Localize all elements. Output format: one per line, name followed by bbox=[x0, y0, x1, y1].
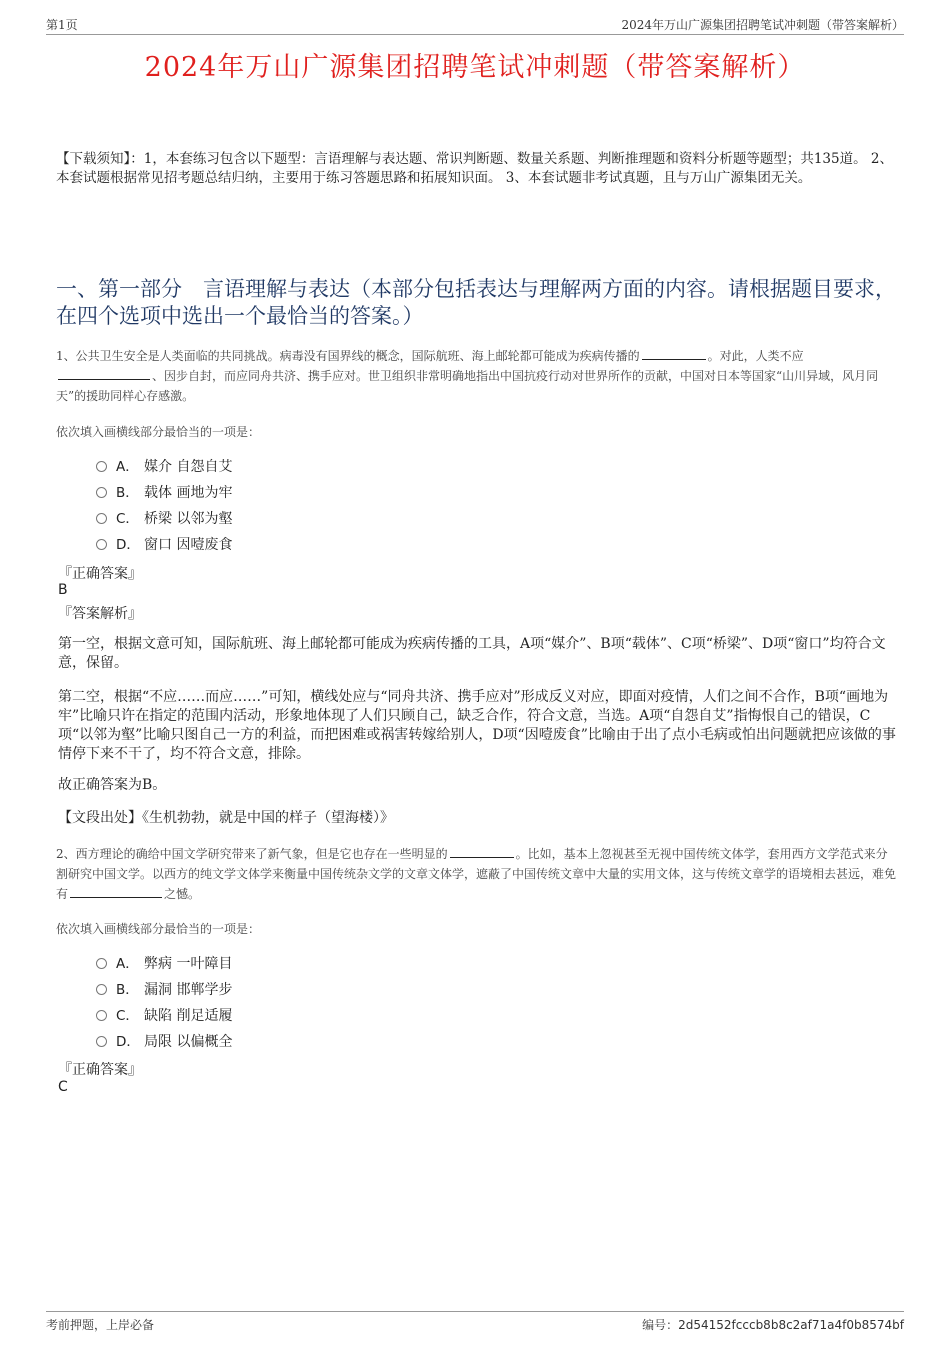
q1-option-c[interactable]: C． 桥梁 以邻为壑 bbox=[96, 507, 232, 529]
q1-correct-answer: B bbox=[58, 582, 68, 598]
radio-icon[interactable] bbox=[96, 461, 107, 472]
blank-1 bbox=[450, 845, 514, 858]
radio-icon[interactable] bbox=[96, 958, 107, 969]
radio-icon[interactable] bbox=[96, 539, 107, 550]
document-code: 编号：2d54152fcccb8b8c2af71a4f0b8574bf bbox=[642, 1318, 904, 1332]
q1-option-d[interactable]: D． 窗口 因噎废食 bbox=[96, 533, 232, 555]
q1-source: 【文段出处】《生机勃勃，就是中国的样子（望海楼）》 bbox=[58, 810, 394, 826]
question-2-stem: 2、西方理论的确给中国文学研究带来了新气象，但是它也存在一些明显的 。比如，基本上忽视甚至无视中国传统文体学，套用西方文学范式来分割研究中国文学。以西方的纯文学文体学来衡量中国传统杂文学的文章文体学，遮蔽了中国传统文章中大量的实用文体，这与传统文章学的语境相去甚远，难免有 之憾。 bbox=[56, 847, 897, 901]
page-number: 第1页 bbox=[46, 18, 78, 32]
q2-option-d[interactable]: D． 局限 以偏概全 bbox=[96, 1030, 232, 1052]
q1-analysis-paragraph-2: 第二空，根据“不应……而应……”可知，横线处应与“同舟共济、携手应对”形成反义对应，即面对疫情，人们之间不合作，B项“画地为牢”比喻只许在指定的范围内活动，形象地体现了人们只顾自己，缺乏合作，符合文意，当选。A项“自怨自艾”指悔恨自己的错误，C项“以邻为壑”比喻只图自己一方的利益，而把困难或祸害转嫁给别人，D项“因噎废食”比喻由于出了点小毛病或怕出问题就把应该做的事情停下来不干了，均不符合文意，排除。 bbox=[58, 689, 896, 762]
page-footer bbox=[46, 1311, 904, 1334]
q1-analysis-label: 『答案解析』 bbox=[58, 606, 142, 622]
radio-icon[interactable] bbox=[96, 1036, 107, 1047]
blank-2 bbox=[58, 367, 150, 380]
radio-icon[interactable] bbox=[96, 1010, 107, 1021]
radio-icon[interactable] bbox=[96, 984, 107, 995]
q1-analysis-paragraph-1: 第一空，根据文意可知，国际航班、海上邮轮都可能成为疾病传播的工具，A项“媒介”、B项“载体”、C项“桥梁”、D项“窗口”均符合文意，保留。 bbox=[58, 636, 886, 671]
q2-correct-label: 『正确答案』 bbox=[58, 1062, 142, 1078]
q2-correct-answer: C bbox=[58, 1079, 68, 1095]
q1-conclusion: 故正确答案为B。 bbox=[58, 777, 167, 793]
radio-icon[interactable] bbox=[96, 487, 107, 498]
q2-option-b[interactable]: B． 漏洞 邯郸学步 bbox=[96, 978, 232, 1000]
blank-2 bbox=[70, 885, 162, 898]
q2-option-c[interactable]: C． 缺陷 削足适履 bbox=[96, 1004, 232, 1026]
question-2-instruction: 依次填入画横线部分最恰当的一项是： bbox=[56, 922, 261, 936]
radio-icon[interactable] bbox=[96, 513, 107, 524]
section-heading: 一、第一部分 言语理解与表达（本部分包括表达与理解两方面的内容。请根据题目要求，在四个选项中选出一个最恰当的答案。） bbox=[56, 277, 896, 328]
footer-slogan: 考前押题，上岸必备 bbox=[46, 1318, 155, 1332]
header-doc-title: 2024年万山广源集团招聘笔试冲刺题（带答案解析） bbox=[621, 18, 904, 32]
blank-1 bbox=[642, 347, 706, 360]
page-header bbox=[46, 14, 904, 35]
document-title: 2024年万山广源集团招聘笔试冲刺题（带答案解析） bbox=[144, 52, 806, 83]
q1-correct-label: 『正确答案』 bbox=[58, 566, 142, 582]
question-1-instruction: 依次填入画横线部分最恰当的一项是： bbox=[56, 425, 261, 439]
q1-option-b[interactable]: B． 载体 画地为牢 bbox=[96, 481, 232, 503]
question-1-stem: 1、公共卫生安全是人类面临的共同挑战。病毒没有国界线的概念，国际航班、海上邮轮都可能成为疾病传播的 。对此，人类不应、因步自封，而应同舟共济、携手应对。世卫组织非常明确地指出中国抗疫行动对世界所作的贡献，中国对日本等国家“山川异域，风月同天”的援助同样心存感激。 bbox=[56, 349, 879, 403]
download-notice: 【下载须知】：1，本套练习包含以下题型：言语理解与表达题、常识判断题、数量关系题、判断推理题和资料分析题等题型；共135道。 2、本套试题根据常见招考题总结归纳，主要用于练习答题思路和拓展知识面。 3、本套试题非考试真题，且与万山广源集团无关。 bbox=[56, 151, 893, 186]
q1-option-a[interactable]: A． 媒介 自怨自艾 bbox=[96, 455, 232, 477]
q2-option-a[interactable]: A． 弊病 一叶障目 bbox=[96, 952, 232, 974]
